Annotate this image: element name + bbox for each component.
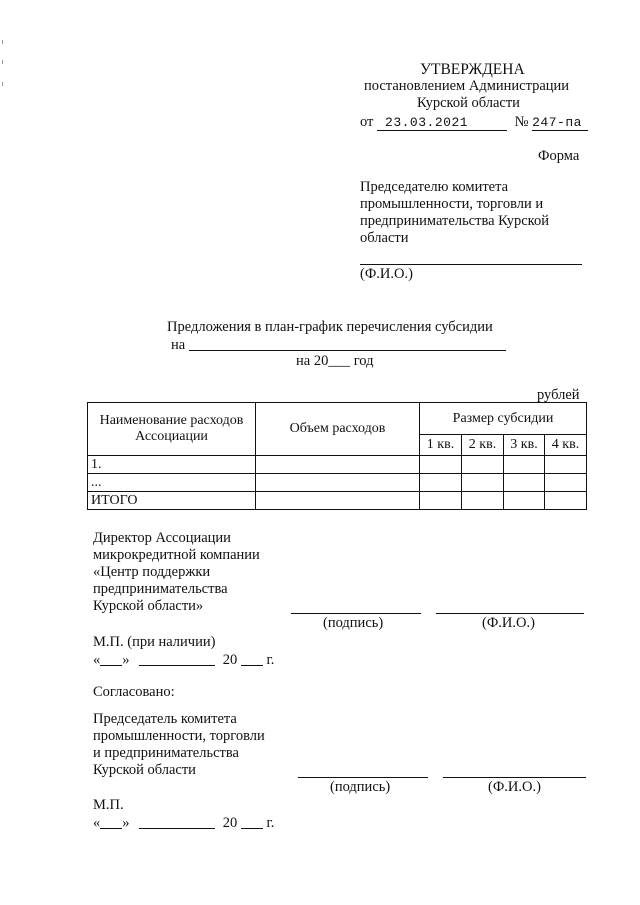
addressee-line-1: Председателю комитета	[360, 179, 509, 195]
director-line-3: «Центр поддержки	[93, 564, 211, 580]
approval-line-1: постановлением Администрации	[364, 78, 570, 94]
row-label: ...	[88, 474, 256, 492]
director-signature-caption: (подпись)	[323, 615, 384, 631]
addressee-line-2: промышленности, торговли и	[360, 196, 544, 212]
addressee-line-4: области	[360, 230, 409, 246]
header-quarter-2: 2 кв.	[462, 435, 504, 456]
table-cell	[545, 492, 587, 510]
date-close-quote: »	[122, 652, 130, 668]
agreed-fio-caption: (Ф.И.О.)	[488, 779, 541, 795]
margin-mark	[2, 40, 3, 44]
table-cell	[462, 492, 504, 510]
table-cell	[256, 456, 420, 474]
date-year-suffix: г.	[266, 815, 275, 831]
table-row	[88, 492, 587, 510]
date-year-blank	[241, 652, 263, 666]
director-line-2: микрокредитной компании	[93, 547, 260, 563]
subsidy-table	[87, 402, 587, 510]
table-cell	[420, 474, 462, 492]
agreed-label: Согласовано:	[93, 684, 175, 700]
date-year-blank	[241, 815, 263, 829]
agreed-signature-caption: (подпись)	[330, 779, 391, 795]
table-cell	[462, 474, 504, 492]
approval-title: УТВЕРЖДЕНА	[420, 61, 525, 78]
proposal-title: Предложения в план-график перечисления субсидии	[167, 319, 493, 335]
approval-date-line	[360, 114, 588, 131]
date-day-blank	[100, 815, 122, 829]
date-open-quote: «	[93, 652, 101, 668]
agreed-signature-line	[298, 777, 428, 778]
director-line-5: Курской области»	[93, 598, 204, 614]
margin-mark	[2, 60, 3, 64]
table-cell	[504, 492, 545, 510]
agreed-line-1: Председатель комитета	[93, 711, 237, 727]
table-cell	[420, 456, 462, 474]
header-expense-name-line-2: Ассоциации	[135, 429, 208, 444]
proposal-year-line: на 20___ год	[296, 353, 374, 369]
date-month-blank	[139, 815, 215, 829]
table-cell	[504, 474, 545, 492]
director-signature-line	[291, 613, 421, 614]
date-year-suffix: г.	[266, 652, 275, 668]
approval-date: 23.03.2021	[377, 115, 507, 131]
agreed-line-4: Курской области	[93, 762, 196, 778]
director-fio-line	[436, 613, 584, 614]
header-quarter-4: 4 кв.	[545, 435, 587, 456]
agreed-line-2: промышленности, торговли	[93, 728, 265, 744]
approval-number: 247-па	[532, 115, 588, 131]
units-label: рублей	[537, 387, 580, 403]
table-cell	[462, 456, 504, 474]
director-line-4: предпринимательства	[93, 581, 228, 597]
director-fio-caption: (Ф.И.О.)	[482, 615, 535, 631]
table-cell	[545, 456, 587, 474]
agreed-line-3: и предпринимательства	[93, 745, 239, 761]
table-cell	[256, 474, 420, 492]
agreed-fio-line	[443, 777, 586, 778]
approval-line-2: Курской области	[417, 95, 520, 111]
header-quarter-1: 1 кв.	[420, 435, 462, 456]
addressee-fio-caption: (Ф.И.О.)	[360, 266, 413, 282]
table-cell	[545, 474, 587, 492]
addressee-fio-line	[360, 264, 582, 265]
header-quarter-3: 3 кв.	[504, 435, 545, 456]
proposal-on-prefix: на	[171, 337, 186, 353]
date-year-prefix: 20	[222, 815, 238, 831]
number-prefix: №	[514, 114, 529, 130]
addressee-line-3: предпринимательства Курской	[360, 213, 550, 229]
director-date-line	[93, 652, 274, 669]
table-cell	[256, 492, 420, 510]
margin-mark	[2, 82, 3, 86]
row-label: 1.	[88, 456, 256, 474]
table-cell	[504, 456, 545, 474]
row-label-total: ИТОГО	[88, 492, 256, 510]
proposal-on-line	[171, 336, 506, 354]
date-year-prefix: 20	[222, 652, 238, 668]
header-expense-volume: Объем расходов	[256, 403, 420, 456]
date-day-blank	[100, 652, 122, 666]
agreed-date-line	[93, 815, 274, 832]
table-cell	[420, 492, 462, 510]
form-label: Форма	[538, 148, 580, 164]
proposal-on-blank	[189, 336, 506, 351]
date-prefix: от	[360, 114, 374, 130]
agreed-seal: М.П.	[93, 797, 124, 813]
date-month-blank	[139, 652, 215, 666]
table-row	[88, 456, 587, 474]
header-subsidy-size: Размер субсидии	[420, 403, 587, 435]
header-expense-name-line-1: Наименование расходов	[99, 413, 244, 428]
header-expense-name	[88, 403, 256, 456]
director-line-1: Директор Ассоциации	[93, 530, 231, 546]
date-close-quote: »	[122, 815, 130, 831]
date-open-quote: «	[93, 815, 101, 831]
table-row	[88, 474, 587, 492]
director-seal: М.П. (при наличии)	[93, 634, 216, 650]
